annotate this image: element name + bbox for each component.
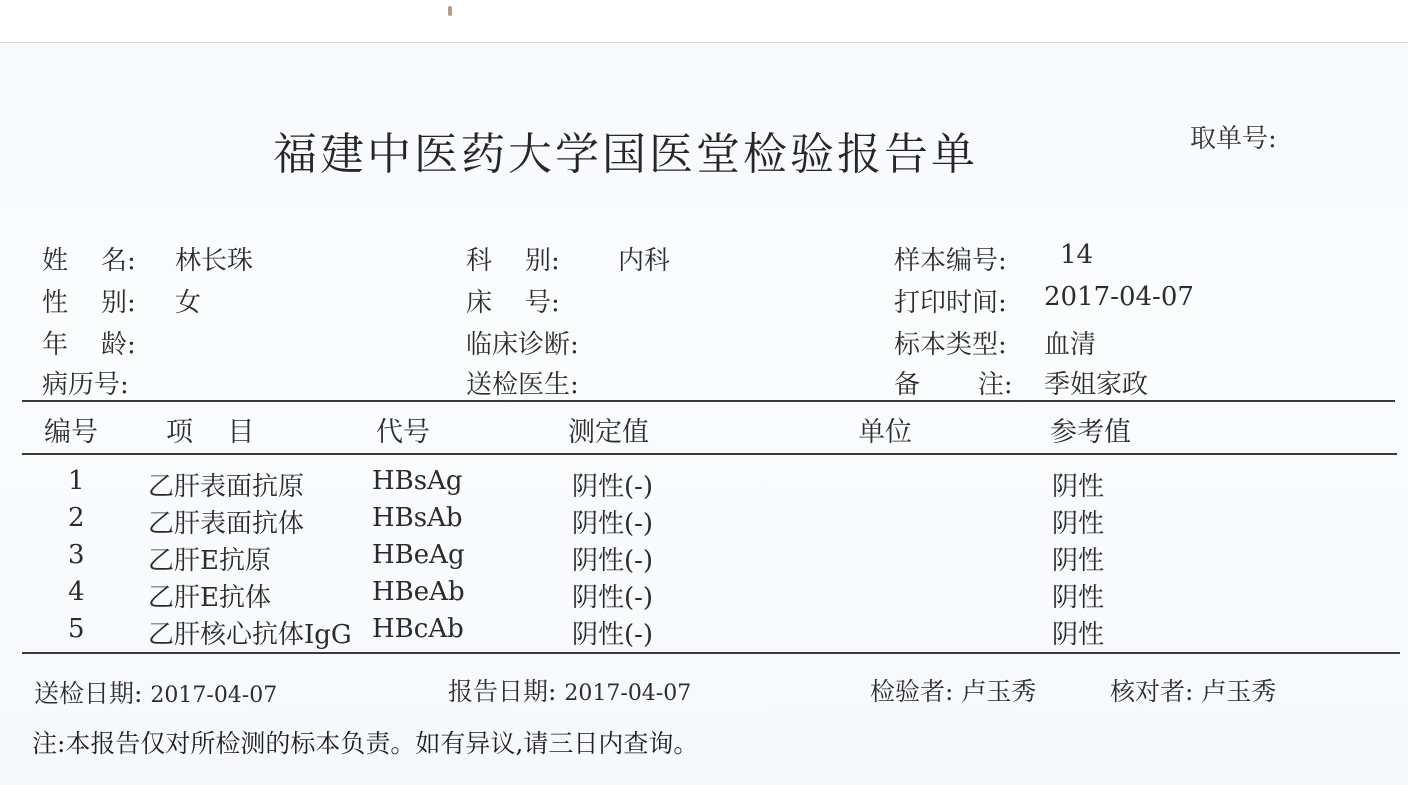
- report-date-label: 报告日期:: [448, 677, 557, 706]
- row-no: 4: [68, 577, 85, 607]
- row-reference: 阴性: [1052, 546, 1105, 576]
- inspector-value: 卢玉秀: [961, 677, 1037, 706]
- row-item: 乙肝核心抗体IgG: [148, 620, 352, 650]
- visit-diagnosis-label: 临床诊断:: [466, 330, 579, 360]
- remark-label: 备 注:: [894, 370, 1013, 400]
- visit-doctor-label: 送检医生:: [466, 370, 579, 400]
- disclaimer-note: 注:本报告仅对所检测的标本负责。如有异议,请三日内查询。: [32, 729, 699, 758]
- visit-bed-field: [466, 282, 560, 319]
- inspector-label: 检验者:: [870, 677, 954, 706]
- sample-number-label: 样本编号:: [894, 246, 1007, 276]
- row-item: 乙肝E抗原: [148, 546, 271, 576]
- row-code: HBsAb: [372, 503, 463, 533]
- patient-record-field: [42, 364, 129, 401]
- row-value: 阴性(-): [572, 509, 654, 539]
- table-row: [0, 466, 1408, 503]
- patient-age-label: 年 龄:: [42, 330, 136, 360]
- row-code: HBcAb: [372, 614, 464, 644]
- paper-speck: [448, 6, 452, 16]
- row-no: 3: [68, 540, 85, 570]
- row-code: HBeAb: [372, 577, 465, 607]
- table-row: [0, 614, 1408, 651]
- report-date-value: 2017-04-07: [564, 681, 692, 706]
- patient-gender-field: [42, 282, 202, 319]
- patient-gender-label: 性 别:: [42, 288, 136, 318]
- table-row: [0, 540, 1408, 577]
- row-value: 阴性(-): [572, 620, 654, 650]
- header-reference: 参考值: [1050, 417, 1131, 448]
- checker-value: 卢玉秀: [1201, 677, 1277, 706]
- print-time-field: [894, 282, 1194, 319]
- row-item: 乙肝E抗体: [148, 583, 271, 613]
- checker-label: 核对者:: [1110, 677, 1194, 706]
- row-reference: 阴性: [1052, 620, 1105, 650]
- row-item: 乙肝表面抗原: [148, 472, 305, 502]
- table-bottom-rule: [22, 652, 1400, 654]
- header-code: 代号: [376, 417, 430, 448]
- report-title: 福建中医药大学国医堂检验报告单: [273, 129, 978, 180]
- visit-dept-value: 内科: [618, 246, 671, 276]
- submit-date-field: [34, 674, 277, 710]
- table-row: [0, 577, 1408, 614]
- header-unit: 单位: [858, 417, 912, 448]
- row-no: 2: [68, 503, 85, 533]
- sample-number-value: 14: [1060, 240, 1094, 270]
- row-reference: 阴性: [1052, 583, 1105, 613]
- header-item: 项 目: [166, 417, 255, 448]
- patient-name-label: 姓 名:: [42, 246, 136, 276]
- sample-type-label: 标本类型:: [894, 330, 1007, 360]
- visit-diagnosis-field: [466, 324, 579, 361]
- row-reference: 阴性: [1052, 509, 1105, 539]
- row-code: HBsAg: [372, 466, 463, 496]
- sample-type-value: 血清: [1044, 330, 1097, 360]
- table-top-rule: [22, 400, 1395, 402]
- submit-date-label: 送检日期:: [34, 679, 143, 708]
- take-number-label: 取单号:: [1190, 124, 1277, 154]
- remark-field: [894, 364, 1149, 401]
- header-no: 编号: [44, 417, 98, 448]
- visit-doctor-field: [466, 364, 579, 401]
- checker-field: [1110, 672, 1276, 708]
- patient-record-label: 病历号:: [42, 370, 129, 400]
- row-item: 乙肝表面抗体: [148, 509, 305, 539]
- visit-bed-label: 床 号:: [466, 288, 560, 318]
- row-reference: 阴性: [1052, 472, 1105, 502]
- row-value: 阴性(-): [572, 546, 654, 576]
- row-code: HBeAg: [372, 540, 465, 570]
- patient-name-field: [42, 240, 254, 277]
- table-header-rule: [22, 453, 1397, 455]
- visit-dept-field: [466, 240, 671, 277]
- row-value: 阴性(-): [572, 583, 654, 613]
- inspector-field: [870, 672, 1036, 708]
- row-no: 1: [68, 466, 85, 496]
- patient-gender-value: 女: [175, 288, 202, 318]
- patient-name-value: 林长珠: [175, 246, 254, 276]
- print-time-label: 打印时间:: [894, 288, 1007, 318]
- sample-number-field: [894, 240, 1094, 277]
- table-row: [0, 503, 1408, 540]
- remark-value: 季姐家政: [1044, 370, 1149, 400]
- print-time-value: 2017-04-07: [1044, 282, 1194, 312]
- report-date-field: [448, 672, 691, 708]
- submit-date-value: 2017-04-07: [150, 683, 278, 708]
- visit-dept-label: 科 别:: [466, 246, 560, 276]
- row-no: 5: [68, 614, 85, 644]
- patient-age-field: [42, 324, 136, 361]
- row-value: 阴性(-): [572, 472, 654, 502]
- sample-type-field: [894, 324, 1097, 361]
- header-value: 测定值: [568, 417, 649, 448]
